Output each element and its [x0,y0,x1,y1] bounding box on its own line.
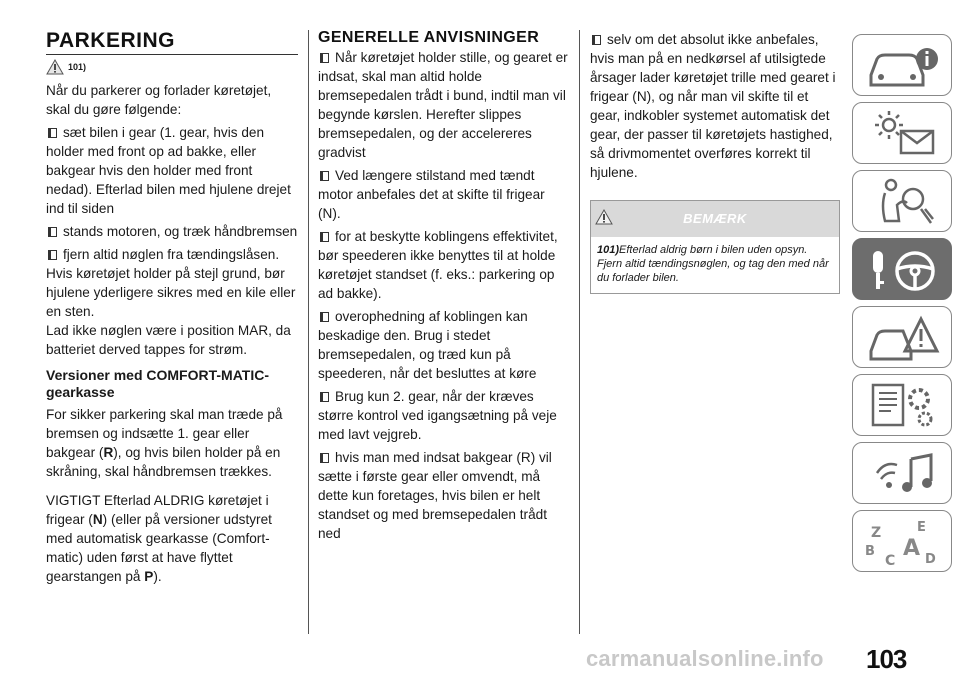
intro-text: Når du parkerer og forlader køretøjet, skal du gøre følgende: [46,83,272,117]
key-steering-wheel-icon [863,243,943,297]
subsection-title: Versioner med COMFORT-MATIC-gearkasse [46,367,269,400]
list-item: hvis man med indsat bakgear (R) vil sætte i første gear eller omvendt, må dette kun foretages, hvis bilen er helt standset og med bremsepedalen trådt ned [318,450,552,541]
bullet-icon [48,128,57,138]
note-box [590,200,840,294]
note-ref: 101) [597,244,620,256]
note-title: BEMÆRK [683,211,747,226]
warning-reference [46,59,298,75]
tab-multimedia[interactable] [852,442,952,504]
paragraph: For sikker parkering skal man træde på bremsen og indsætte 1. gear eller bakgear (R), og hvis bilen holder på en skråning, skal håndbremsen trækkes. [46,407,283,479]
bullet-icon [320,392,329,402]
tab-car-info[interactable] [852,34,952,96]
column-parkering [46,30,298,590]
index-letter: B [865,544,875,559]
list-item: overophedning af koblingen kan beskadige den. Brug i stedet bremsepedalen, og træd kun på speederen, når det besluttes at køre [318,309,537,381]
bullet-icon [48,227,57,237]
important-note: VIGTIGT Efterlad ALDRIG køretøjet i frigear (N) (eller på versioner udstyret med automatisk gearkasse (Comfort-matic) uden først at have flyttet gearstangen på P). [46,493,272,584]
bullet-icon [320,171,329,181]
paragraph: Hvis køretøjet holder på stejl grund, bør hjulene yderligere sikres med en kile eller en sten. [46,266,296,319]
list-item: fjern altid nøglen fra tændingslåsen. [46,245,298,264]
bullet-icon [320,453,329,463]
tab-alphabetical-index[interactable] [852,510,952,572]
alphabetical-index-icon [863,515,943,569]
index-letter: D [925,552,936,567]
note-text: Efterlad aldrig børn i bilen uden opsyn. Fjern altid tændingsnøglen, og tag den med når du forlader bilen. [597,244,829,284]
page-number: 103 [866,644,907,674]
index-letter: Z [871,525,882,541]
bullet-icon [592,35,601,45]
list-item: for at beskytte koblingens effektivitet, bør speederen ikke benyttes til at holde køretøjet standset (f. eks.: parkering op ad bakke). [318,229,558,301]
list-item: Når køretøjet holder stille, og gearet er indsat, skal man altid holde bremsepedalen trådt i bund, indtil man vil begynde kørslen. Herefter slippes bremsepedalen, og der accelereres gradvist [318,50,568,160]
warning-ref-number: 101) [68,62,87,72]
car-info-icon [863,39,943,93]
column-continued [590,30,840,294]
section-title-generelle-anvisninger: GENERELLE ANVISNINGER [318,29,540,46]
index-letter: C [885,553,896,569]
dashboard-lights-icon [863,107,943,161]
tab-emergency[interactable] [852,306,952,368]
tab-maintenance[interactable] [852,374,952,436]
column-generelle-anvisninger [318,30,568,547]
list-item: stands motoren, og træk håndbremsen [46,222,298,241]
list-item: Brug kun 2. gear, når der kræves større kontrol ved igangsætning på veje med lavt vejgreb. [318,389,557,442]
note-header [591,201,839,237]
list-item: sæt bilen i gear (1. gear, hvis den holder med front op ad bakke, eller bakgear hvis den holder med front nedad). Efterlad bilen med hjulene drejet ind til siden [46,125,291,216]
section-title-parkering: PARKERING [46,30,298,55]
airbag-safety-icon [863,175,943,229]
column-divider-1 [308,30,309,634]
column-divider-2 [579,30,580,634]
paragraph: Lad ikke nøglen være i position MAR, da batteriet derved tappes for strøm. [46,323,291,357]
bullet-icon [320,312,329,322]
bullet-icon [48,250,57,260]
index-letter: E [917,520,926,535]
tab-dashboard-lights[interactable] [852,102,952,164]
emergency-warning-icon [863,311,943,365]
bullet-icon [320,53,329,63]
tab-airbag-safety[interactable] [852,170,952,232]
multimedia-icon [863,447,943,501]
list-item: selv om det absolut ikke anbefales, hvis man på en nedkørsel af utilsigtede årsager lader køretøjet trille med gearet i frigear (N), og når man vil skifte til et gear, indkobler systemet automatisk det gear, der passer til køretøjets hastighed, så drivmomentet overføres korrekt til hjulene. [590,32,836,180]
tab-starting-driving[interactable] [852,238,952,300]
note-body [591,237,839,293]
list-item: Ved længere stilstand med tændt motor anbefales det at skifte til frigear (N). [318,168,545,221]
bullet-icon [320,232,329,242]
watermark: carmanualsonline.info [586,646,824,671]
index-letter: A [903,536,921,561]
warning-triangle-icon [46,59,64,75]
maintenance-icon [863,379,943,433]
